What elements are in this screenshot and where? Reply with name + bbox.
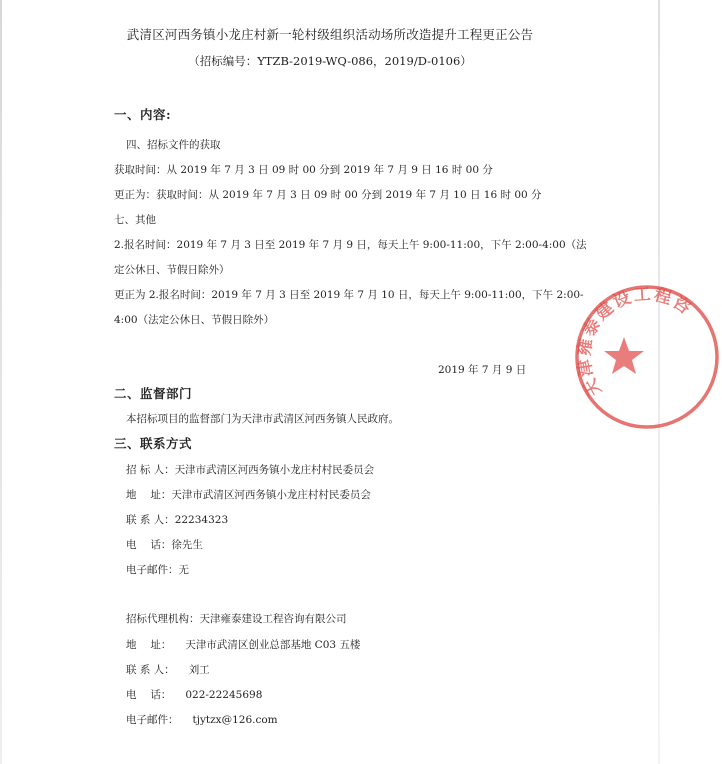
- signup-corrected-line-1: 更正为 2.报名时间：2019 年 7 月 3 日至 2019 年 7 月 10 日，每天上午 9:00-11:00，下午 2:00-: [114, 289, 584, 301]
- tenderer-name-label: 招 标 人：: [126, 464, 175, 476]
- notice-title: 武清区河西务镇小龙庄村新一轮村级组织活动场所改造提升工程更正公告: [126, 27, 534, 42]
- supervision-text: 本招标项目的监督部门为天津市武清区河西务镇人民政府。: [126, 413, 399, 425]
- tender-number: （招标编号：YTZB-2019-WQ-086，2019/D-0106）: [188, 54, 472, 68]
- tenderer-phone-value: 徐先生: [171, 539, 203, 551]
- tenderer-email-label: 电子邮件：: [126, 564, 179, 576]
- tenderer-name-value: 天津市武清区河西务镇小龙庄村村民委员会: [174, 464, 375, 476]
- tenderer-contact-label: 联 系 人：: [126, 514, 175, 526]
- obtain-time-corrected: 更正为：获取时间：从 2019 年 7 月 3 日 09 时 00 分到 2019 年 7 月 10 日 16 时 00 分: [114, 189, 542, 201]
- obtain-time: 获取时间：从 2019 年 7 月 3 日 09 时 00 分到 2019 年 7 月 9 日 16 时 00 分: [114, 164, 493, 176]
- tenderer-email: [126, 563, 189, 577]
- agency-email: [126, 713, 278, 727]
- item4-title: 四、招标文件的获取: [126, 139, 221, 151]
- agency-email-label: 电子邮件：: [126, 714, 179, 726]
- tenderer-phone-label: 电 话：: [126, 539, 172, 551]
- agency-phone: [126, 688, 262, 702]
- tenderer-address-label: 地 址：: [126, 489, 172, 501]
- notice-date: 2019 年 7 月 9 日: [438, 364, 527, 376]
- seal-star-icon: [604, 337, 644, 374]
- agency-contact: [126, 663, 210, 677]
- company-seal: [572, 282, 722, 432]
- signup-corrected-line-2: 4:00（法定公休日、节假日除外）: [114, 314, 275, 326]
- agency-address: [126, 638, 360, 652]
- tenderer-address: [126, 488, 371, 502]
- agency-address-label: 地 址：: [126, 639, 172, 651]
- svg-text:天津雍泰建设工程咨: [573, 284, 696, 399]
- section-contact-heading: 三、联系方式: [114, 436, 193, 451]
- section-content-heading: 一、内容:: [114, 107, 172, 122]
- section-supervision-heading: 二、监督部门: [114, 386, 193, 401]
- tenderer-phone: [126, 538, 203, 552]
- tenderer-address-value: 天津市武清区河西务镇小龙庄村村民委员会: [171, 489, 371, 501]
- tenderer-email-value: 无: [178, 564, 189, 576]
- scan-edge-left: [0, 0, 2, 764]
- agency-email-value: tjytzx@126.com: [192, 714, 278, 726]
- agency-address-value: 天津市武清区创业总部基地 C03 五楼: [185, 639, 361, 651]
- tenderer-contact-value: 22234323: [174, 514, 229, 526]
- agency-contact-value: 刘工: [188, 664, 210, 676]
- agency-phone-value: 022-22245698: [185, 689, 263, 701]
- agency-name: [126, 612, 347, 626]
- tenderer-name: [126, 463, 374, 477]
- agency-name-value: 天津雍泰建设工程咨询有限公司: [199, 613, 347, 625]
- signup-line-2: 定公休日、节假日除外）: [114, 264, 230, 276]
- agency-name-label: 招标代理机构：: [126, 613, 200, 625]
- item7-title: 七、其他: [114, 214, 156, 226]
- agency-phone-label: 电 话：: [126, 689, 172, 701]
- seal-text: 天津雍泰建设工程咨: [574, 284, 696, 400]
- agency-contact-label: 联 系 人：: [126, 664, 175, 676]
- tenderer-contact: [126, 513, 228, 527]
- signup-line-1: 2.报名时间：2019 年 7 月 3 日至 2019 年 7 月 9 日，每天上午 9:00-11:00，下午 2:00-4:00（法: [114, 239, 587, 251]
